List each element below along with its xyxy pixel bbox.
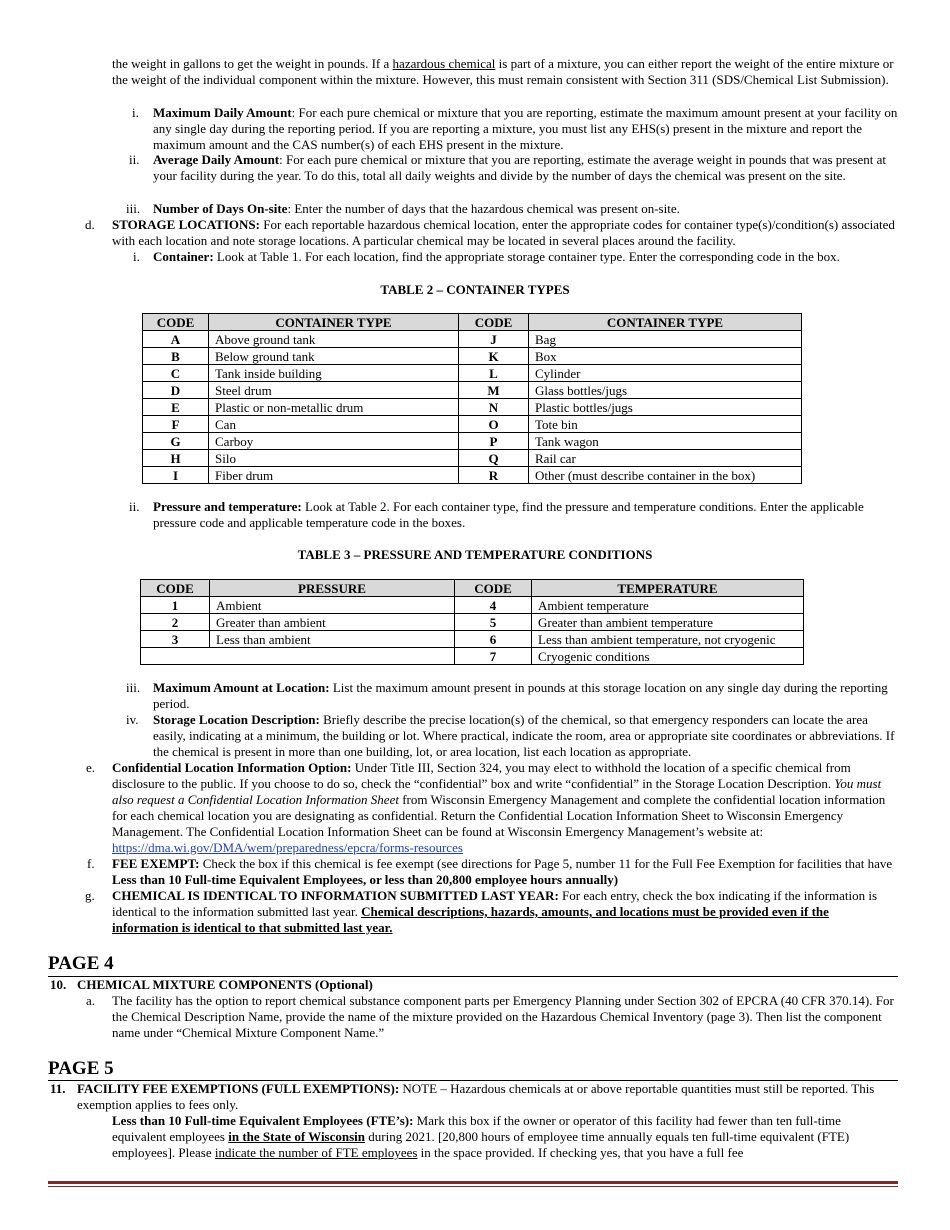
code-cell: L (459, 365, 529, 382)
code-cell: E (143, 399, 209, 416)
table-row (143, 382, 802, 399)
code-cell: 5 (455, 614, 532, 631)
temperature-cell: Ambient temperature (532, 597, 804, 614)
table3-caption: TABLE 3 – PRESSURE AND TEMPERATURE CONDITIONS (297, 547, 653, 562)
pressure-cell: Less than ambient (210, 631, 455, 648)
mixture-components-text: The facility has the option to report chemical substance component parts per Emergency Planning under Section 302 of EPCRA (40 CFR 370.14). For the Chemical Description Name, provide the name of the mixture provided on the Hazardous Chemical Inventory (page 3). Then list the component name under “Chemical Mixture Component Name.” (112, 993, 894, 1040)
footer-rule-thin (48, 1186, 898, 1187)
code-cell: B (143, 348, 209, 365)
code-cell: 1 (141, 597, 210, 614)
column-header: CODE (459, 314, 529, 331)
code-cell: 6 (455, 631, 532, 648)
storage-locations-section: STORAGE LOCATIONS: For each reportable hazardous chemical location, enter the appropriate codes for container type(s)/condition(s) associated with each location and note storage locations. A particular chemical may be located in several places around the facility. (112, 217, 895, 248)
page4-heading: PAGE 4 (48, 953, 114, 974)
type-cell: Tank inside building (209, 365, 459, 382)
column-header: CONTAINER TYPE (529, 314, 802, 331)
type-cell: Plastic or non-metallic drum (209, 399, 459, 416)
code-cell: G (143, 433, 209, 450)
table-header-row (143, 314, 802, 331)
section-letter: f. (87, 856, 95, 871)
type-cell: Can (209, 416, 459, 433)
table-row (141, 648, 804, 665)
code-cell: F (143, 416, 209, 433)
column-header: CONTAINER TYPE (209, 314, 459, 331)
column-header: CODE (141, 580, 210, 597)
type-cell: Below ground tank (209, 348, 459, 365)
code-cell: O (459, 416, 529, 433)
pressure-temperature-item: Pressure and temperature: Look at Table 2. For each container type, find the pressure and temperature conditions. Enter the applicable pressure code and applicable temperature code in the boxes. (153, 499, 864, 530)
table-row (143, 433, 802, 450)
type-cell: Tote bin (529, 416, 802, 433)
confidential-location-section: Confidential Location Information Option: Under Title III, Section 324, you may elect to withhold the location of a specific chemical from disclosure to the public. If you choose to do so, check the “confidential” box and write “confidential” in the Storage Location Description. You must also request a Confidential Location Information Sheet from Wisconsin Emergency Management and complete the confidential location information for each chemical location you are designating as confidential. Return the Confidential Location Information Sheet to Wisconsin Emergency Management. The Confidential Location Information Sheet can be found at Wisconsin Emergency Management’s website at: https://dma.wi.gov/DMA/wem/preparedness/epcra/forms-resources (112, 760, 886, 855)
item-number: iv. (126, 712, 139, 727)
column-header: CODE (143, 314, 209, 331)
pressure-cell: Greater than ambient (210, 614, 455, 631)
temperature-cell: Less than ambient temperature, not cryogenic (532, 631, 804, 648)
section-letter: e. (86, 760, 96, 775)
wem-forms-link[interactable]: https://dma.wi.gov/DMA/wem/preparedness/epcra/forms-resources (112, 840, 463, 855)
fee-exemptions-section: FACILITY FEE EXEMPTIONS (FULL EXEMPTIONS): NOTE – Hazardous chemicals at or above reportable quantities must still be reported. This exemption applies to fees only. (77, 1081, 875, 1112)
code-cell: R (459, 467, 529, 484)
column-header: CODE (455, 580, 532, 597)
code-cell: H (143, 450, 209, 467)
code-cell: C (143, 365, 209, 382)
container-item: Container: Look at Table 1. For each location, find the appropriate storage container type. Enter the corresponding code in the box. (153, 249, 840, 264)
type-cell: Tank wagon (529, 433, 802, 450)
code-cell: D (143, 382, 209, 399)
table-row (143, 450, 802, 467)
code-cell: M (459, 382, 529, 399)
maximum-daily-amount-item: Maximum Daily Amount: For each pure chemical or mixture that you are reporting, estimate the maximum amount present at your facility on any single day during the reporting period. If you are reporting a mixture, you must list any EHS(s) present in the mixture and report the maximum amount and the CAS number(s) of each EHS present in the mixture. (153, 105, 898, 152)
table-row (143, 365, 802, 382)
item-number: iii. (126, 680, 141, 695)
temperature-cell: Greater than ambient temperature (532, 614, 804, 631)
hazardous-chemical-link[interactable]: hazardous chemical (392, 56, 496, 71)
number-of-days-item: Number of Days On-site: Enter the number of days that the hazardous chemical was present on-site. (153, 201, 680, 216)
type-cell: Steel drum (209, 382, 459, 399)
section-number: 11. (50, 1081, 66, 1096)
column-header: TEMPERATURE (532, 580, 804, 597)
code-cell: Q (459, 450, 529, 467)
table-row (143, 348, 802, 365)
type-cell: Silo (209, 450, 459, 467)
table-row (141, 614, 804, 631)
type-cell: Plastic bottles/jugs (529, 399, 802, 416)
section-number: 10. (50, 977, 67, 992)
code-cell: 4 (455, 597, 532, 614)
average-daily-amount-item: Average Daily Amount: For each pure chemical or mixture that you are reporting, estimate the average weight in pounds that was present at your facility during the year. To do this, total all daily weights and divide by the number of days the chemical was present on the site. (153, 152, 886, 183)
table-row (141, 631, 804, 648)
code-cell: 7 (455, 648, 532, 665)
code-cell: A (143, 331, 209, 348)
code-cell: 3 (141, 631, 210, 648)
page5-heading: PAGE 5 (48, 1058, 114, 1079)
table-row (143, 331, 802, 348)
type-cell: Above ground tank (209, 331, 459, 348)
footer-rule (48, 1181, 898, 1184)
type-cell: Cylinder (529, 365, 802, 382)
section-letter: a. (86, 993, 96, 1008)
container-types-table (142, 313, 802, 484)
type-cell: Other (must describe container in the box) (529, 467, 802, 484)
type-cell: Carboy (209, 433, 459, 450)
item-number: ii. (129, 499, 140, 514)
item-number: i. (132, 105, 139, 120)
code-cell: J (459, 331, 529, 348)
table-row (143, 399, 802, 416)
temperature-cell: Cryogenic conditions (532, 648, 804, 665)
maximum-amount-at-location-item: Maximum Amount at Location: List the maximum amount present in pounds at this storage location on any single day during the reporting period. (153, 680, 888, 711)
type-cell: Fiber drum (209, 467, 459, 484)
fte-exemption-paragraph: Less than 10 Full-time Equivalent Employees (FTE’s): Mark this box if the owner or operator of this facility had fewer than ten full-time equivalent employees in the State of Wisconsin during 2021. [20,800 hours of employee time annually equals ten full-time equivalent (FTE) employees]. Please indicate the number of FTE employees in the space provided. If checking yes, that you have a full fee (112, 1113, 850, 1160)
item-number: iii. (126, 201, 141, 216)
type-cell: Glass bottles/jugs (529, 382, 802, 399)
section-letter: d. (85, 217, 95, 232)
column-header: PRESSURE (210, 580, 455, 597)
storage-location-description-item: Storage Location Description: Briefly describe the precise location(s) of the chemical, so that emergency responders can locate the area easily, indicating at a minimum, the building or lot. Where practical, indicate the room, area or appropriate site coordinates or abbreviations. If the chemical is present in more than one building, lot, or area location, list each location as appropriate. (153, 712, 895, 759)
section-letter: g. (85, 888, 95, 903)
code-cell: P (459, 433, 529, 450)
table-row (141, 597, 804, 614)
type-cell: Box (529, 348, 802, 365)
code-cell: I (143, 467, 209, 484)
fee-exempt-section: FEE EXEMPT: Check the box if this chemical is fee exempt (see directions for Page 5, number 11 for the Full Fee Exemption for facilities that have Less than 10 Full-time Equivalent Employees, or less than 20,800 employee hours annually) (112, 856, 893, 887)
table2-caption: TABLE 2 – CONTAINER TYPES (380, 282, 570, 297)
pressure-temperature-table (140, 579, 804, 665)
code-cell: 2 (141, 614, 210, 631)
table-row (143, 416, 802, 433)
item-number: ii. (129, 152, 140, 167)
code-cell: N (459, 399, 529, 416)
table-header-row (141, 580, 804, 597)
intro-paragraph: the weight in gallons to get the weight in pounds. If a hazardous chemical is part of a mixture, you can either report the weight of the entire mixture or the weight of the individual component within the mixture. However, this must remain consistent with Section 311 (SDS/Chemical List Submission). (112, 56, 894, 87)
identical-info-section: CHEMICAL IS IDENTICAL TO INFORMATION SUBMITTED LAST YEAR: For each entry, check the box indicating if the information is identical to the information submitted last year. Chemical descriptions, hazards, amounts, and locations must be provided even if the information is identical to that submitted last year. (112, 888, 878, 935)
empty-cell (141, 648, 455, 665)
table-row (143, 467, 802, 484)
chemical-mixture-heading: CHEMICAL MIXTURE COMPONENTS (Optional) (77, 977, 373, 992)
type-cell: Rail car (529, 450, 802, 467)
pressure-cell: Ambient (210, 597, 455, 614)
type-cell: Bag (529, 331, 802, 348)
item-number: i. (133, 249, 140, 264)
code-cell: K (459, 348, 529, 365)
